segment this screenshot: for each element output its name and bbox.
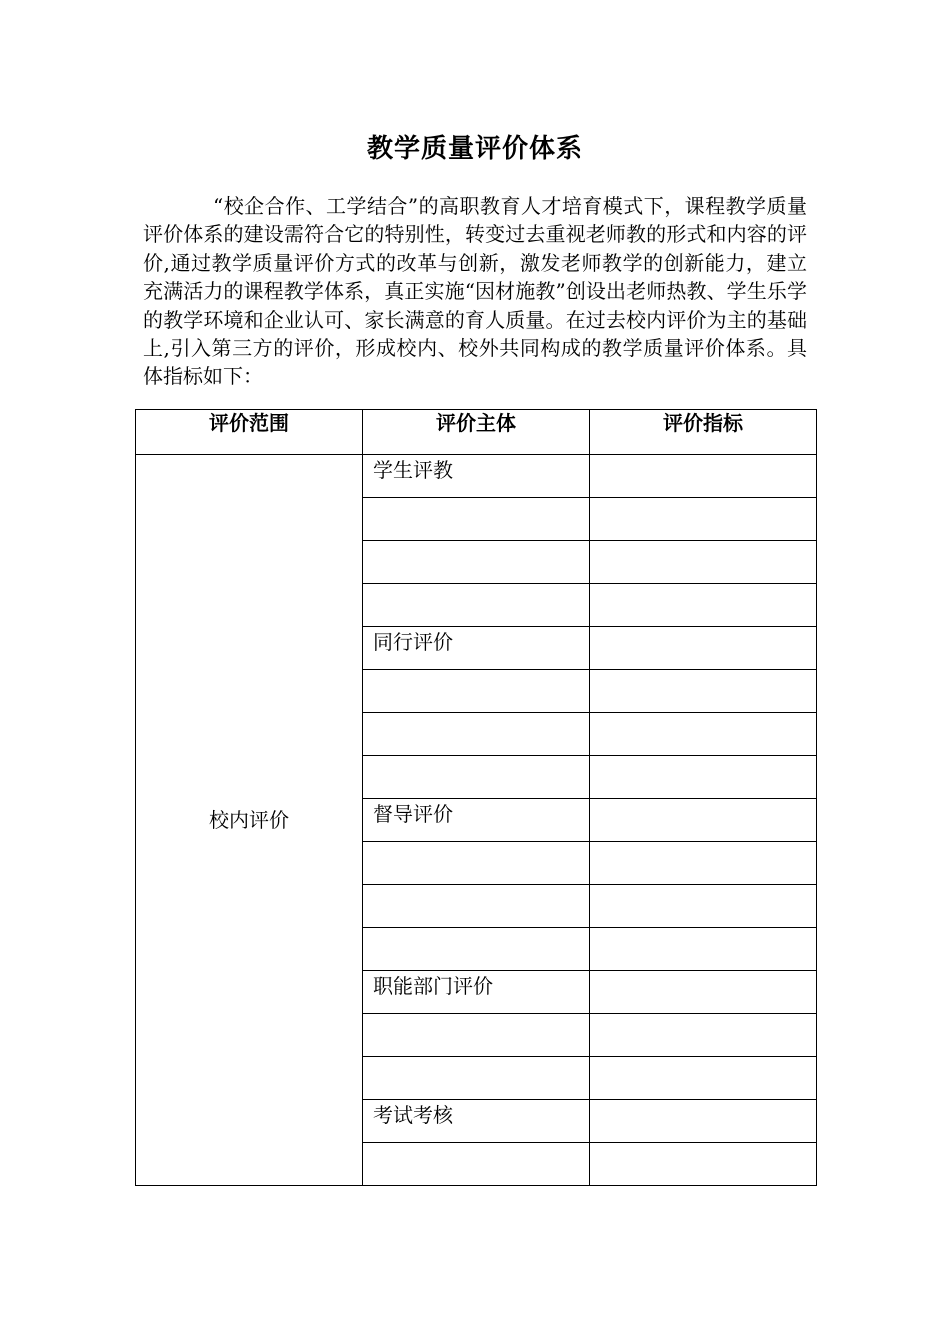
- indicator-cell: [590, 799, 817, 842]
- subject-cell: [363, 1143, 590, 1186]
- subject-cell: [363, 584, 590, 627]
- header-subject: 评价主体: [363, 410, 590, 455]
- page-title: 教学质量评价体系: [366, 134, 583, 164]
- indicator-cell: [590, 498, 817, 541]
- header-scope: 评价范围: [136, 410, 363, 455]
- subject-cell: 考试考核: [363, 1100, 590, 1143]
- subject-cell: 督导评价: [363, 799, 590, 842]
- subject-cell: 职能部门评价: [363, 971, 590, 1014]
- subject-cell: [363, 498, 590, 541]
- subject-cell: [363, 842, 590, 885]
- subject-cell: [363, 928, 590, 971]
- indicator-cell: [590, 713, 817, 756]
- intro-paragraph: “校企合作、工学结合”的高职教育人才培育模式下，课程教学质量评价体系的建设需符合它的特别性，转变过去重视老师教的形式和内容的评价,通过教学质量评价方式的改革与创新，激发老师教学的创新能力，建立充满活力的课程教学体系，真正实施“因材施教”创设出老师热教、学生乐学的教学环境和企业认可、家长满意的育人质量。在过去校内评价为主的基础上,引入第三方的评价，形成校内、校外共同构成的教学质量评价体系。具体指标如下：: [143, 194, 807, 389]
- indicator-cell: [590, 455, 817, 498]
- indicator-cell: [590, 1100, 817, 1143]
- scope-cell: 校内评价: [136, 455, 363, 1186]
- indicator-cell: [590, 670, 817, 713]
- table-header-row: [136, 410, 817, 455]
- indicator-cell: [590, 928, 817, 971]
- indicator-cell: [590, 1014, 817, 1057]
- indicator-cell: [590, 1057, 817, 1100]
- indicator-cell: [590, 971, 817, 1014]
- indicator-cell: [590, 627, 817, 670]
- criteria-table: [135, 409, 817, 1186]
- subject-cell: [363, 541, 590, 584]
- indicator-cell: [590, 541, 817, 584]
- indicator-cell: [590, 584, 817, 627]
- subject-cell: [363, 756, 590, 799]
- subject-cell: 学生评教: [363, 455, 590, 498]
- subject-cell: [363, 1014, 590, 1057]
- subject-cell: [363, 670, 590, 713]
- table-row: [136, 455, 817, 498]
- indicator-cell: [590, 842, 817, 885]
- header-indicator: 评价指标: [590, 410, 817, 455]
- subject-cell: 同行评价: [363, 627, 590, 670]
- subject-cell: [363, 713, 590, 756]
- indicator-cell: [590, 1143, 817, 1186]
- subject-cell: [363, 1057, 590, 1100]
- subject-cell: [363, 885, 590, 928]
- indicator-cell: [590, 885, 817, 928]
- indicator-cell: [590, 756, 817, 799]
